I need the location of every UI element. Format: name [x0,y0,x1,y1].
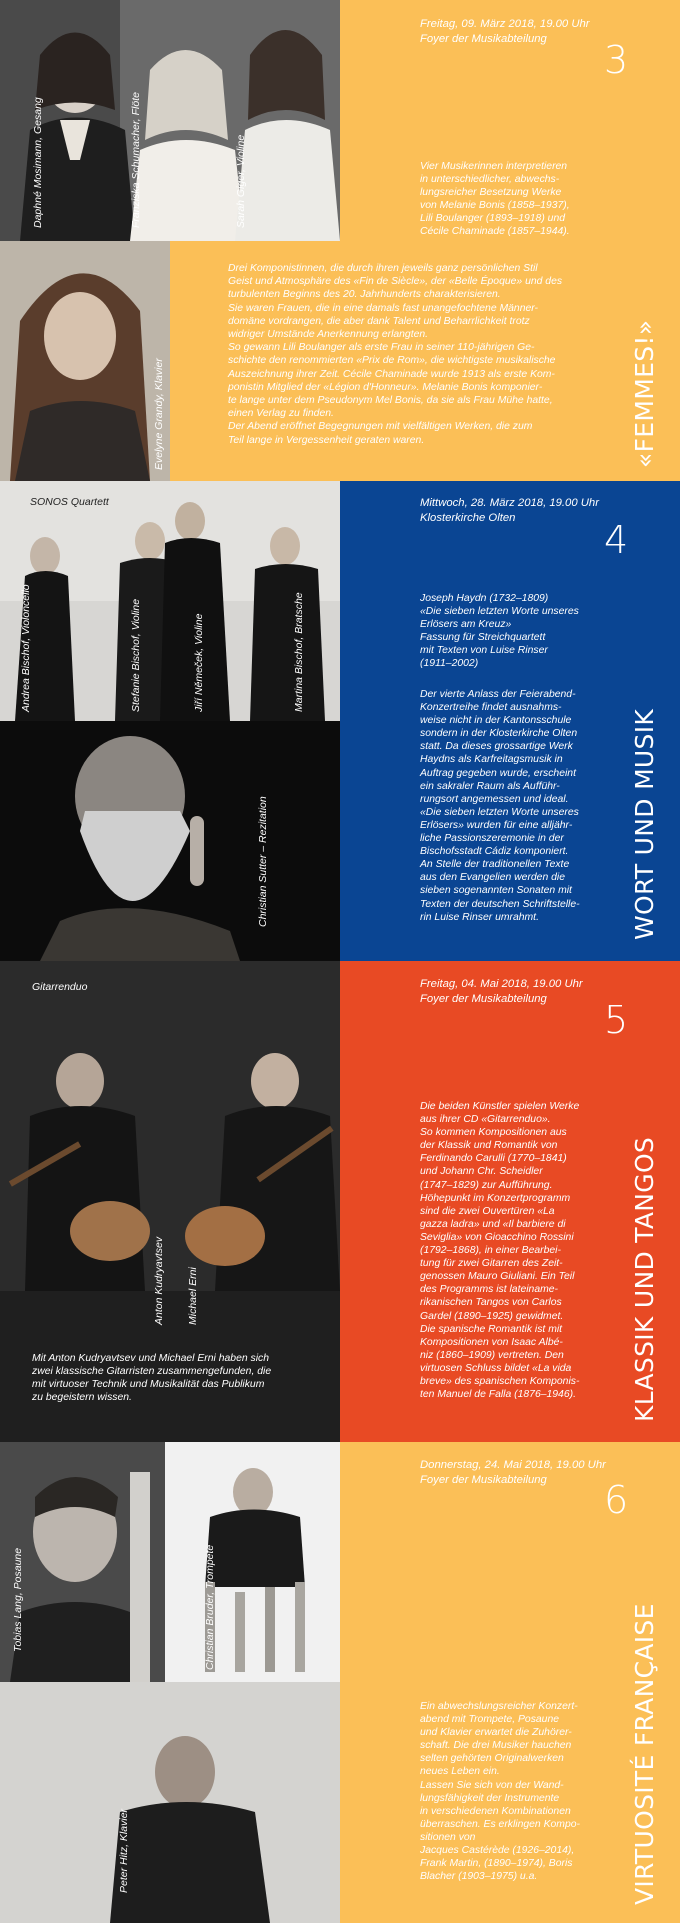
s5-body-line: breve» des spanischen Komponis- [420,1375,580,1387]
s3-body-line: widriger Umstände Anerkennung erlangten. [228,329,429,341]
s4-body-line: sieben sogenannten Sonaten mit [420,885,572,897]
sutter-figure [0,721,340,961]
s6-body-line: Blacher (1903–1975) u.a. [420,1871,538,1883]
s3-body-line: So gewann Lili Boulanger als erste Frau in seiner 110-jährigen Ge- [228,342,535,354]
s6-body-line: neues Leben ein. [420,1766,500,1778]
s5-body-line: Seviglia» von Gioacchino Rossini [420,1231,574,1243]
s3-body-line: turbulenten Beginns des 20. Jahrhunderts charakterisieren. [228,289,501,301]
photo-trio-women [0,0,340,241]
photo-sonos-quartett [0,481,340,721]
s6-number: 6 [604,1478,629,1522]
s4-work-line: Joseph Haydn (1732–1809) [420,593,549,604]
s4-body-line: Bischofsstadt Cádiz komponiert. [420,846,569,858]
s6-date: Donnerstag, 24. Mai 2018, 19.00 Uhr [420,1459,606,1471]
s3-venue: Foyer der Musikabteilung [420,33,547,45]
s5-body-line: und Johann Chr. Scheidler [420,1166,543,1178]
s6-body-line: Jacques Castérède (1926–2014), [420,1845,575,1857]
caption-anton: Anton Kudryavtsev [153,1236,165,1325]
s4-date: Mittwoch, 28. März 2018, 19.00 Uhr [420,497,599,509]
s6-title: VIRTUOSITÉ FRANÇAISE [630,1603,659,1905]
s4-body-line: Texten der deutschen Schriftstelle- [420,898,580,910]
s4-work-line: (1911–2002) [420,658,479,670]
s6-body-line: selten gehörten Originalwerken [420,1753,564,1765]
s3-number: 3 [604,38,629,82]
s6-body-line: lungsfähigkeit der Instrumente [420,1792,560,1804]
s5-body-line: Höhepunkt im Konzertprogramm [420,1192,571,1204]
bruder-figure [165,1442,340,1682]
s6-body-line: sitionen von [420,1831,476,1843]
hitz-figure [0,1682,340,1923]
s3-intro-line: lungsreicher Besetzung Werke [420,187,562,199]
s4-body-line: rungsort angemessen und ideal. [420,793,569,805]
s3-body [228,262,623,447]
s5-body-line: aus ihrer CD «Gitarrenduo». [420,1114,551,1126]
caption-peter-hitz: Peter Hitz, Klavier [118,1808,130,1893]
s6-body-line: Lassen Sie sich von der Wand- [420,1779,564,1791]
caption-franziska: Franziska Schumacher, Flöte [130,92,142,228]
caption-evelyne: Evelyne Grandy, Klavier [153,358,165,470]
trio-figures [0,0,340,241]
s3-body-line: domäne vordrangen, die aber dank Talent und Beharrlichkeit trotz [228,315,530,327]
s4-body-line: rin Luise Rinser umrahmt. [420,911,539,923]
s4-body-line: statt. Da dieses grossartige Werk [420,741,573,753]
photo-peter-hitz [0,1682,340,1923]
s5-body-line: tung für zwei Gitarren des Zeit- [420,1258,563,1270]
s3-body-line: Drei Komponistinnen, die durch ihren jeweils ganz persönlichen Stil [228,263,538,274]
s4-body-line: Auftrag gegeben wurde, erscheint [420,767,576,779]
s3-body-line: ponistin Mitglied der «Légion d'Honneur». Melanie Bonis komponier- [228,381,543,393]
s6-body [420,1700,665,1883]
s5-body-line: virtuosen Schluss bildet «La vida [420,1362,572,1374]
s5-body-line: Die beiden Künstler spielen Werke [420,1101,580,1112]
s3-body-line: te lange unter dem Pseudonym Mel Bonis, da sie als Frau Mühe hatte, [228,395,553,407]
s5-venue: Foyer der Musikabteilung [420,993,547,1005]
s5-blurb [32,1352,332,1404]
s4-body-line: Erlösers» wurden für eine alljähr- [420,819,573,831]
s4-body-line: Der vierte Anlass der Feierabend- [420,689,576,700]
s4-work-line: «Die sieben letzten Worte unseres [420,606,579,618]
photo-evelyne [0,241,170,481]
s3-body-line: Auszeichnung ihrer Zeit. Cécile Chaminade wurde 1913 als erste Kom- [228,368,555,380]
caption-martina: Martina Bischof, Bratsche [293,592,305,712]
s5-body-line: ten Manuel de Falla (1876–1946). [420,1389,576,1401]
s5-body-line: der Klassik und Romantik von [420,1140,558,1152]
caption-tobias: Tobias Lang, Posaune [12,1547,24,1652]
s4-work-line: Fassung für Streichquartett [420,632,546,644]
s4-work-line: Erlösers am Kreuz» [420,619,512,631]
sonos-label: SONOS Quartett [30,496,109,508]
s5-body-line: sind die zwei Ouvertüren «La [420,1205,555,1217]
quartett-figures [0,481,340,721]
s3-body-line: einen Verlag zu finden. [228,408,334,420]
s3-body-line: Sie waren Frauen, die in eine damals fast unangefochtene Männer- [228,302,538,314]
s5-body-line: Ferdinando Carulli (1770–1841) [420,1153,567,1165]
caption-andrea: Andrea Bischof, Violoncello [20,584,32,712]
s3-date: Freitag, 09. März 2018, 19.00 Uhr [420,18,590,30]
s4-body-line: weise nicht in der Kantonsschule [420,715,572,727]
caption-christian-bruder: Christian Bruder, Trompete [204,1544,216,1670]
caption-michael: Michael Erni [187,1267,199,1325]
caption-stefanie: Stefanie Bischof, Violine [130,598,142,712]
s4-work-line: mit Texten von Luise Rinser [420,645,548,657]
s3-body-line: Der Abend eröffnet Begegnungen mit vielfältigen Werken, die zum [228,421,533,433]
s5-title: KLASSIK UND TANGOS [630,1136,659,1422]
s4-body-line: Konzertreihe findet ausnahms- [420,702,562,714]
s6-body-line: überraschen. Es erklingen Kompo- [420,1818,580,1830]
s5-body-line: niz (1860–1909) vertreten. Den [420,1349,564,1361]
photo-christian-sutter [0,721,340,961]
s4-body [420,688,665,924]
s3-intro-line: in unterschiedlicher, abwechs- [420,174,560,186]
caption-sarah: Sarah Giger, Violine [235,134,247,228]
caption-christian-sutter: Christian Sutter – Rezitation [257,796,269,927]
s6-body-line: Frank Martin, (1890–1974), Boris [420,1858,573,1870]
s3-intro-line: Lili Boulanger (1893–1918) und [420,213,566,225]
s3-title: «FEMMES!» [630,319,659,468]
s6-body-line: abend mit Trompete, Posaune [420,1714,560,1726]
s4-work [420,592,665,671]
s4-number: 4 [604,518,629,562]
s5-body-line: (1792–1868), in einer Bearbei- [420,1245,561,1257]
s4-body-line: An Stelle der traditionellen Texte [420,859,570,871]
s4-title: WORT UND MUSIK [630,708,659,940]
photo-tobias [0,1442,165,1682]
s4-body-line: liche Passionszeremonie in der [420,833,564,845]
s5-blurb-line: mit virtuoser Technik und Musikalität das Publikum [32,1379,265,1391]
s4-body-line: ein sakraler Raum als Aufführ- [420,780,560,792]
s6-body-line: Ein abwechslungsreicher Konzert- [420,1701,578,1712]
s3-body-line: schichte den renommierten «Prix de Rom», die wichtigste musikalische [228,355,556,367]
s3-intro-line: von Melanie Bonis (1858–1937), [420,200,570,212]
s3-body-line: Geist und Atmosphäre des «Fin de Siècle», der «Belle Époque» und des [228,276,563,288]
s5-datebox [420,977,670,1007]
tobias-figure [0,1442,165,1682]
s3-body-line: Teil lange in Vergessenheit geraten waren. [228,434,425,446]
s4-body-line: sondern in der Klosterkirche Olten [420,728,578,740]
s4-body-line: «Die sieben letzten Worte unseres [420,806,579,818]
s5-blurb-line: zwei klassische Gitarristen zusammengefunden, die [32,1366,272,1378]
s6-body-line: in verschiedenen Kombinationen [420,1805,571,1817]
s5-body-line: So kommen Kompositionen aus [420,1127,567,1139]
s3-intro [420,160,665,239]
s4-body-line: Haydns als Karfreitagsmusik in [420,754,563,766]
s4-body-line: aus den Evangelien werden die [420,872,565,884]
duo-label: Gitarrenduo [32,981,88,993]
s5-body-line: des Programms ist lateiname- [420,1284,559,1296]
s3-datebox [420,17,670,47]
s5-body [420,1100,665,1401]
s6-body-line: und Klavier erwartet die Zuhörer- [420,1727,572,1739]
s5-body-line: Kompositionen von Isaac Albé- [420,1336,563,1348]
caption-jiri: Jiří Němeček, Violine [193,613,205,712]
s5-body-line: rikanischen Tangos von Carlos [420,1297,562,1309]
s5-blurb-line: zu begeistern wissen. [32,1392,132,1404]
caption-daphne: Daphné Mosimann, Gesang [32,97,44,228]
s6-venue: Foyer der Musikabteilung [420,1474,547,1486]
s5-number: 5 [604,998,629,1042]
s4-datebox [420,496,670,526]
s5-body-line: genossen Mauro Giuliani. Ein Teil [420,1271,575,1283]
photo-christian-bruder [165,1442,340,1682]
s5-date: Freitag, 04. Mai 2018, 19.00 Uhr [420,978,583,990]
s6-body-line: schaft. Die drei Musiker hauchen [420,1740,572,1752]
s5-body-line: Die spanische Romantik ist mit [420,1323,563,1335]
s4-venue: Klosterkirche Olten [420,512,516,524]
s3-intro-line: Cécile Chaminade (1857–1944). [420,226,570,238]
s3-intro-line: Vier Musikerinnen interpretieren [420,161,568,172]
s5-body-line: gazza ladra» und «Il barbiere di [420,1218,566,1230]
evelyne-figure [0,241,170,481]
s5-blurb-line: Mit Anton Kudryavtsev und Michael Erni haben sich [32,1353,269,1364]
s5-body-line: (1747–1829) zur Aufführung. [420,1179,553,1191]
s6-datebox [420,1458,670,1488]
s5-body-line: Gardel (1890–1925) gewidmet. [420,1310,564,1322]
